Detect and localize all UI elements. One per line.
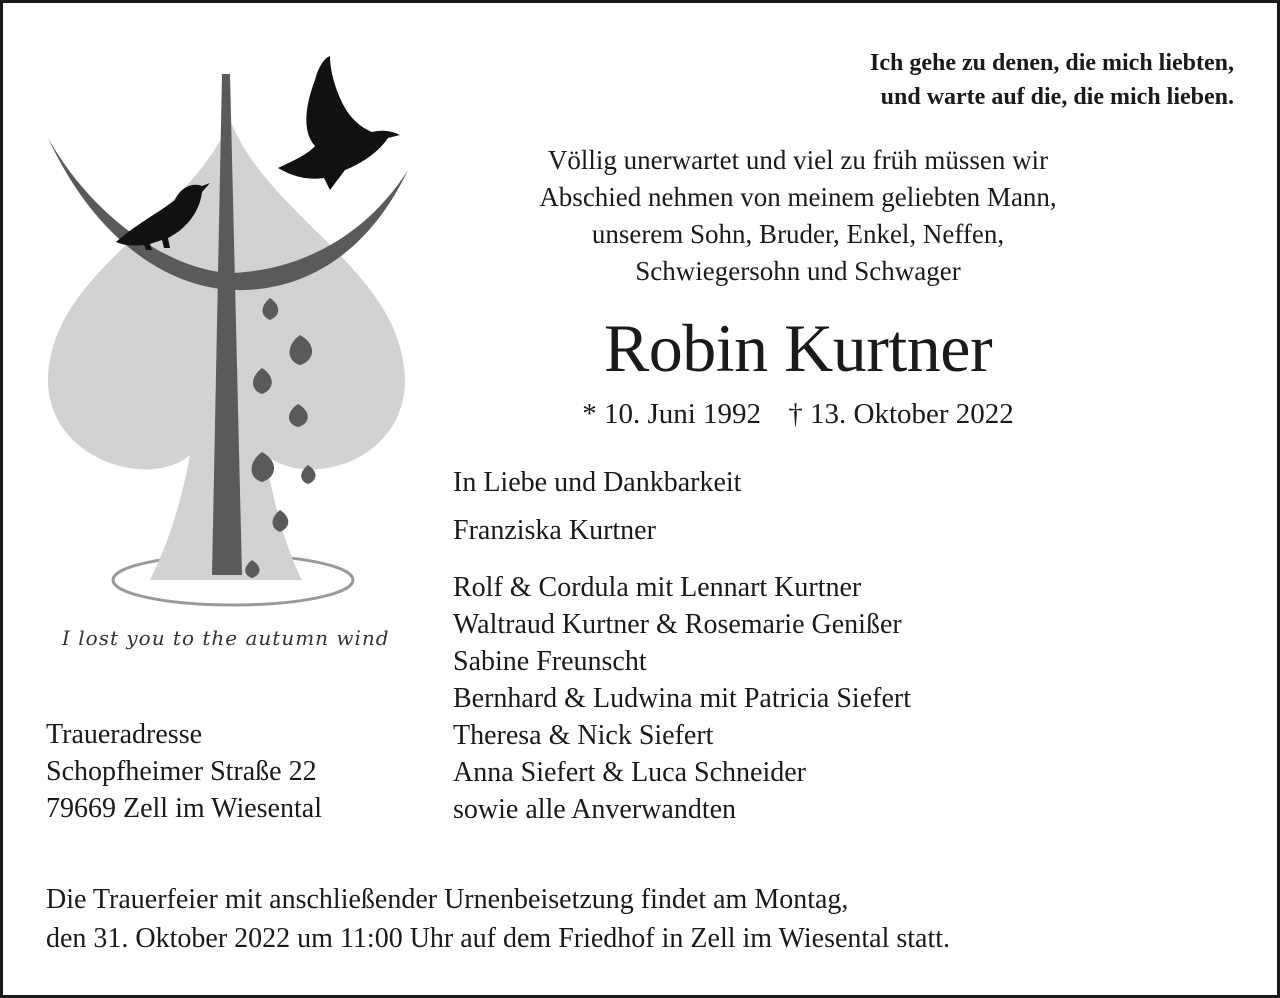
intro-line: Schwiegersohn und Schwager	[635, 256, 961, 286]
flying-bird-icon	[278, 56, 400, 190]
address-street: Schopfheimer Straße 22	[46, 756, 317, 787]
intro-text	[440, 142, 1156, 290]
list-item: Rolf & Cordula mit Lennart Kurtner	[453, 572, 862, 603]
motto-line: und warte auf die, die mich lieben.	[880, 84, 1234, 110]
list-item: Bernhard & Ludwina mit Patricia Siefert	[453, 683, 911, 714]
family-list	[453, 569, 911, 828]
deceased-name: Robin Kurtner	[603, 310, 993, 386]
list-item: sowie alle Anverwandten	[453, 794, 737, 825]
motto-line: Ich gehe zu denen, die mich liebten,	[870, 50, 1234, 76]
list-item: Sabine Freunscht	[453, 646, 647, 677]
death-date: † 13. Oktober 2022	[788, 398, 1014, 430]
ceremony-line: den 31. Oktober 2022 um 11:00 Uhr auf dem Friedhof in Zell im Wiesental statt.	[46, 923, 951, 954]
memorial-illustration	[40, 50, 420, 670]
list-item: Waltraud Kurtner & Rosemarie Genißer	[453, 609, 902, 640]
intro-line: unserem Sohn, Bruder, Enkel, Neffen,	[591, 219, 1005, 249]
motto-quote	[870, 46, 1234, 114]
ceremony-line: Die Trauerfeier mit anschließender Urnenbeisetzung findet am Montag,	[46, 884, 849, 915]
list-item: Theresa & Nick Siefert	[453, 720, 714, 751]
illustration-caption: I lost you to the autumn wind	[62, 626, 390, 650]
address-city: 79669 Zell im Wiesental	[46, 793, 322, 824]
address-label: Traueradresse	[46, 719, 203, 750]
signature-wife: Franziska Kurtner	[453, 515, 656, 546]
ceremony-info	[46, 880, 950, 958]
signature-opening: In Liebe und Dankbarkeit	[453, 467, 742, 498]
intro-line: Abschied nehmen von meinem geliebten Mann,	[539, 182, 1057, 212]
list-item: Anna Siefert & Luca Schneider	[453, 757, 806, 788]
birth-date: * 10. Juni 1992	[582, 398, 762, 430]
intro-line: Völlig unerwartet und viel zu früh müssen wir	[547, 145, 1049, 175]
life-dates	[440, 394, 1156, 434]
mourning-address	[46, 716, 322, 827]
